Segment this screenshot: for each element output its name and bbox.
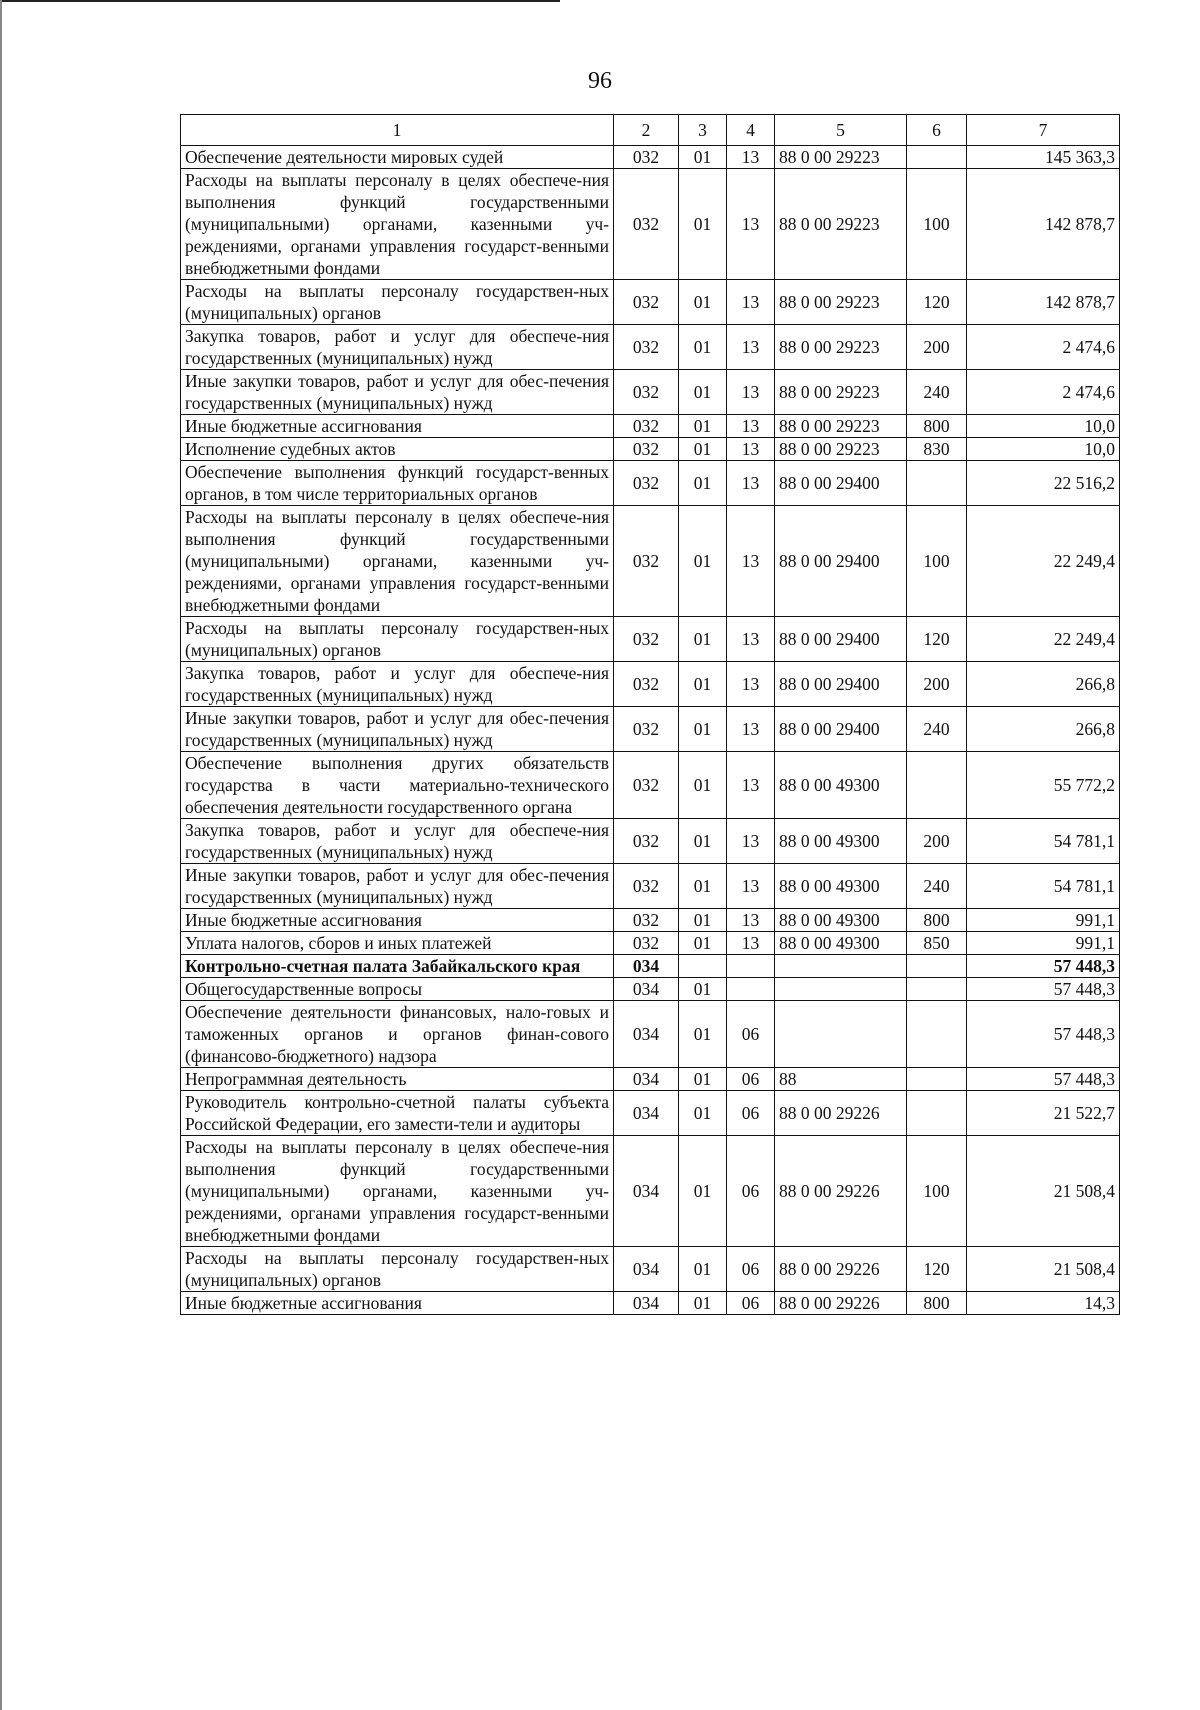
row-code-5: 88 0 00 29223 bbox=[775, 438, 907, 461]
row-code-2: 034 bbox=[614, 1136, 679, 1247]
row-name: Иные закупки товаров, работ и услуг для обес-печения государственных (муниципальных) нужд bbox=[181, 707, 614, 752]
row-amount: 991,1 bbox=[967, 909, 1120, 932]
row-amount: 991,1 bbox=[967, 932, 1120, 955]
table-row bbox=[181, 932, 1120, 955]
row-name: Контрольно-счетная палата Забайкальского края bbox=[181, 955, 614, 978]
row-code-6 bbox=[907, 1091, 967, 1136]
row-amount: 57 448,3 bbox=[967, 955, 1120, 978]
row-code-6: 240 bbox=[907, 864, 967, 909]
table-row bbox=[181, 617, 1120, 662]
row-code-4: 06 bbox=[727, 1247, 775, 1292]
row-code-2: 032 bbox=[614, 819, 679, 864]
row-code-2: 034 bbox=[614, 1292, 679, 1315]
table-row bbox=[181, 1001, 1120, 1068]
row-code-2: 032 bbox=[614, 325, 679, 370]
table-row bbox=[181, 1068, 1120, 1091]
row-code-6: 240 bbox=[907, 707, 967, 752]
row-name: Исполнение судебных актов bbox=[181, 438, 614, 461]
row-code-2: 034 bbox=[614, 1247, 679, 1292]
row-amount: 21 508,4 bbox=[967, 1247, 1120, 1292]
row-name: Непрограммная деятельность bbox=[181, 1068, 614, 1091]
row-code-2: 032 bbox=[614, 146, 679, 169]
row-amount: 54 781,1 bbox=[967, 864, 1120, 909]
row-name: Расходы на выплаты персоналу в целях обеспече-ния выполнения функций государственными (муниципальными) органами, казенными уч-реждениями, органами управления государст-венными внебюджетными фондами bbox=[181, 1136, 614, 1247]
row-code-2: 032 bbox=[614, 932, 679, 955]
row-code-4: 13 bbox=[727, 864, 775, 909]
row-code-2: 032 bbox=[614, 506, 679, 617]
row-code-3: 01 bbox=[679, 819, 727, 864]
row-code-5 bbox=[775, 1001, 907, 1068]
row-code-4: 06 bbox=[727, 1136, 775, 1247]
row-name: Расходы на выплаты персоналу государствен-ных (муниципальных) органов bbox=[181, 617, 614, 662]
table-row bbox=[181, 169, 1120, 280]
header-col-5: 5 bbox=[775, 115, 907, 146]
header-col-7: 7 bbox=[967, 115, 1120, 146]
row-amount: 2 474,6 bbox=[967, 370, 1120, 415]
table-row bbox=[181, 146, 1120, 169]
row-code-4: 13 bbox=[727, 325, 775, 370]
row-name: Иные бюджетные ассигнования bbox=[181, 1292, 614, 1315]
row-code-5: 88 0 00 29226 bbox=[775, 1136, 907, 1247]
row-code-2: 032 bbox=[614, 280, 679, 325]
row-code-6: 100 bbox=[907, 169, 967, 280]
row-code-3: 01 bbox=[679, 1136, 727, 1247]
scan-border-top bbox=[0, 0, 560, 5]
row-code-6: 830 bbox=[907, 438, 967, 461]
row-code-3: 01 bbox=[679, 1068, 727, 1091]
row-code-2: 032 bbox=[614, 617, 679, 662]
row-code-3: 01 bbox=[679, 1247, 727, 1292]
row-code-3: 01 bbox=[679, 146, 727, 169]
row-name: Расходы на выплаты персоналу государствен-ных (муниципальных) органов bbox=[181, 1247, 614, 1292]
row-code-5: 88 0 00 29223 bbox=[775, 169, 907, 280]
row-amount: 142 878,7 bbox=[967, 280, 1120, 325]
table-row bbox=[181, 461, 1120, 506]
row-code-6: 120 bbox=[907, 617, 967, 662]
row-code-4: 13 bbox=[727, 370, 775, 415]
row-code-4: 13 bbox=[727, 280, 775, 325]
row-amount: 57 448,3 bbox=[967, 1001, 1120, 1068]
row-code-2: 032 bbox=[614, 662, 679, 707]
row-code-6 bbox=[907, 461, 967, 506]
row-name: Расходы на выплаты персоналу в целях обеспече-ния выполнения функций государственными (муниципальными) органами, казенными уч-реждениями, органами управления государст-венными внебюджетными фондами bbox=[181, 169, 614, 280]
row-code-4: 13 bbox=[727, 909, 775, 932]
table-row bbox=[181, 707, 1120, 752]
table-row bbox=[181, 438, 1120, 461]
row-amount: 2 474,6 bbox=[967, 325, 1120, 370]
row-code-3: 01 bbox=[679, 707, 727, 752]
row-code-3: 01 bbox=[679, 752, 727, 819]
row-name: Руководитель контрольно-счетной палаты субъекта Российской Федерации, его замести-тели и аудиторы bbox=[181, 1091, 614, 1136]
row-amount: 142 878,7 bbox=[967, 169, 1120, 280]
row-code-5: 88 0 00 29226 bbox=[775, 1247, 907, 1292]
header-col-2: 2 bbox=[614, 115, 679, 146]
header-row bbox=[181, 115, 1120, 146]
row-code-6: 850 bbox=[907, 932, 967, 955]
row-code-6: 200 bbox=[907, 325, 967, 370]
row-code-5: 88 0 00 29223 bbox=[775, 325, 907, 370]
row-code-5: 88 bbox=[775, 1068, 907, 1091]
row-code-2: 032 bbox=[614, 370, 679, 415]
row-name: Обеспечение выполнения других обязательств государства в части материально-технического обеспечения деятельности государственного органа bbox=[181, 752, 614, 819]
row-code-6: 100 bbox=[907, 1136, 967, 1247]
row-code-2: 034 bbox=[614, 955, 679, 978]
table-row bbox=[181, 1247, 1120, 1292]
row-code-4: 06 bbox=[727, 1068, 775, 1091]
row-code-4: 13 bbox=[727, 662, 775, 707]
row-code-3 bbox=[679, 955, 727, 978]
row-code-6: 120 bbox=[907, 280, 967, 325]
header-col-1: 1 bbox=[181, 115, 614, 146]
table-row bbox=[181, 1091, 1120, 1136]
row-code-2: 032 bbox=[614, 909, 679, 932]
row-code-5: 88 0 00 29400 bbox=[775, 506, 907, 617]
row-code-3: 01 bbox=[679, 1091, 727, 1136]
row-code-4: 06 bbox=[727, 1091, 775, 1136]
row-code-4: 13 bbox=[727, 438, 775, 461]
header-col-4: 4 bbox=[727, 115, 775, 146]
row-code-5: 88 0 00 29400 bbox=[775, 662, 907, 707]
row-code-5: 88 0 00 49300 bbox=[775, 909, 907, 932]
row-code-5: 88 0 00 49300 bbox=[775, 932, 907, 955]
table-row bbox=[181, 1136, 1120, 1247]
row-code-6 bbox=[907, 752, 967, 819]
row-code-5: 88 0 00 49300 bbox=[775, 819, 907, 864]
row-code-6: 120 bbox=[907, 1247, 967, 1292]
row-code-2: 032 bbox=[614, 461, 679, 506]
table-row bbox=[181, 819, 1120, 864]
row-name: Иные бюджетные ассигнования bbox=[181, 415, 614, 438]
row-code-4: 06 bbox=[727, 1292, 775, 1315]
row-code-4 bbox=[727, 955, 775, 978]
row-amount: 266,8 bbox=[967, 662, 1120, 707]
row-code-6: 240 bbox=[907, 370, 967, 415]
row-code-5: 88 0 00 49300 bbox=[775, 864, 907, 909]
row-amount: 22 249,4 bbox=[967, 506, 1120, 617]
table-row bbox=[181, 415, 1120, 438]
row-code-3: 01 bbox=[679, 169, 727, 280]
row-name: Общегосударственные вопросы bbox=[181, 978, 614, 1001]
row-code-3: 01 bbox=[679, 978, 727, 1001]
row-code-3: 01 bbox=[679, 662, 727, 707]
row-code-3: 01 bbox=[679, 438, 727, 461]
row-code-3: 01 bbox=[679, 932, 727, 955]
row-code-3: 01 bbox=[679, 1292, 727, 1315]
row-name: Закупка товаров, работ и услуг для обеспече-ния государственных (муниципальных) нужд bbox=[181, 662, 614, 707]
row-amount: 57 448,3 bbox=[967, 978, 1120, 1001]
row-code-5 bbox=[775, 978, 907, 1001]
row-code-4: 13 bbox=[727, 506, 775, 617]
table-row bbox=[181, 864, 1120, 909]
row-code-2: 034 bbox=[614, 978, 679, 1001]
row-code-3: 01 bbox=[679, 617, 727, 662]
row-code-6 bbox=[907, 955, 967, 978]
row-code-3: 01 bbox=[679, 461, 727, 506]
row-amount: 54 781,1 bbox=[967, 819, 1120, 864]
table-row bbox=[181, 325, 1120, 370]
row-code-5: 88 0 00 29223 bbox=[775, 280, 907, 325]
table-row bbox=[181, 955, 1120, 978]
row-code-6: 800 bbox=[907, 909, 967, 932]
row-code-6: 100 bbox=[907, 506, 967, 617]
row-code-4: 13 bbox=[727, 819, 775, 864]
row-code-3: 01 bbox=[679, 506, 727, 617]
row-code-5 bbox=[775, 955, 907, 978]
table-row bbox=[181, 662, 1120, 707]
row-name: Уплата налогов, сборов и иных платежей bbox=[181, 932, 614, 955]
row-name: Расходы на выплаты персоналу государствен-ных (муниципальных) органов bbox=[181, 280, 614, 325]
row-amount: 21 508,4 bbox=[967, 1136, 1120, 1247]
row-code-4: 13 bbox=[727, 169, 775, 280]
row-code-2: 032 bbox=[614, 169, 679, 280]
table-row bbox=[181, 370, 1120, 415]
row-code-3: 01 bbox=[679, 864, 727, 909]
row-amount: 10,0 bbox=[967, 415, 1120, 438]
row-code-4: 13 bbox=[727, 461, 775, 506]
row-code-3: 01 bbox=[679, 1001, 727, 1068]
row-amount: 10,0 bbox=[967, 438, 1120, 461]
table-row bbox=[181, 752, 1120, 819]
row-code-5: 88 0 00 29400 bbox=[775, 707, 907, 752]
row-amount: 22 249,4 bbox=[967, 617, 1120, 662]
row-code-4: 13 bbox=[727, 752, 775, 819]
row-code-5: 88 0 00 49300 bbox=[775, 752, 907, 819]
row-code-2: 032 bbox=[614, 438, 679, 461]
row-code-3: 01 bbox=[679, 325, 727, 370]
row-code-4 bbox=[727, 978, 775, 1001]
row-code-6 bbox=[907, 1001, 967, 1068]
header-col-3: 3 bbox=[679, 115, 727, 146]
row-code-4: 13 bbox=[727, 617, 775, 662]
scan-border-left bbox=[0, 0, 5, 1710]
row-name: Закупка товаров, работ и услуг для обеспече-ния государственных (муниципальных) нужд bbox=[181, 819, 614, 864]
row-code-3: 01 bbox=[679, 909, 727, 932]
row-code-5: 88 0 00 29223 bbox=[775, 370, 907, 415]
row-code-3: 01 bbox=[679, 370, 727, 415]
row-code-3: 01 bbox=[679, 415, 727, 438]
row-amount: 266,8 bbox=[967, 707, 1120, 752]
row-name: Закупка товаров, работ и услуг для обеспече-ния государственных (муниципальных) нужд bbox=[181, 325, 614, 370]
row-code-5: 88 0 00 29223 bbox=[775, 146, 907, 169]
table-body bbox=[181, 146, 1120, 1315]
row-code-5: 88 0 00 29223 bbox=[775, 415, 907, 438]
row-name: Иные закупки товаров, работ и услуг для обес-печения государственных (муниципальных) нужд bbox=[181, 370, 614, 415]
row-code-5: 88 0 00 29226 bbox=[775, 1292, 907, 1315]
row-code-6 bbox=[907, 1068, 967, 1091]
header-col-6: 6 bbox=[907, 115, 967, 146]
row-amount: 14,3 bbox=[967, 1292, 1120, 1315]
row-amount: 57 448,3 bbox=[967, 1068, 1120, 1091]
row-code-4: 06 bbox=[727, 1001, 775, 1068]
row-code-6: 200 bbox=[907, 819, 967, 864]
table-row bbox=[181, 1292, 1120, 1315]
row-code-6 bbox=[907, 146, 967, 169]
row-code-5: 88 0 00 29226 bbox=[775, 1091, 907, 1136]
row-code-3: 01 bbox=[679, 280, 727, 325]
row-amount: 55 772,2 bbox=[967, 752, 1120, 819]
row-amount: 145 363,3 bbox=[967, 146, 1120, 169]
row-name: Иные бюджетные ассигнования bbox=[181, 909, 614, 932]
row-code-5: 88 0 00 29400 bbox=[775, 461, 907, 506]
table-row bbox=[181, 909, 1120, 932]
row-amount: 22 516,2 bbox=[967, 461, 1120, 506]
table-row bbox=[181, 506, 1120, 617]
row-code-4: 13 bbox=[727, 932, 775, 955]
row-code-2: 034 bbox=[614, 1068, 679, 1091]
row-code-2: 034 bbox=[614, 1091, 679, 1136]
row-name: Обеспечение деятельности мировых судей bbox=[181, 146, 614, 169]
budget-table bbox=[180, 114, 1120, 1315]
row-name: Иные закупки товаров, работ и услуг для обес-печения государственных (муниципальных) нужд bbox=[181, 864, 614, 909]
row-code-6 bbox=[907, 978, 967, 1001]
row-amount: 21 522,7 bbox=[967, 1091, 1120, 1136]
row-code-2: 032 bbox=[614, 752, 679, 819]
row-name: Обеспечение выполнения функций государст-венных органов, в том числе территориальных органов bbox=[181, 461, 614, 506]
row-code-2: 032 bbox=[614, 864, 679, 909]
row-code-6: 200 bbox=[907, 662, 967, 707]
row-code-6: 800 bbox=[907, 415, 967, 438]
row-name: Обеспечение деятельности финансовых, нало-говых и таможенных органов и органов финан-сового (финансово-бюджетного) надзора bbox=[181, 1001, 614, 1068]
table-row bbox=[181, 978, 1120, 1001]
row-code-4: 13 bbox=[727, 146, 775, 169]
row-code-4: 13 bbox=[727, 707, 775, 752]
page-number: 96 bbox=[588, 68, 612, 94]
row-code-2: 034 bbox=[614, 1001, 679, 1068]
row-code-6: 800 bbox=[907, 1292, 967, 1315]
row-code-2: 032 bbox=[614, 707, 679, 752]
row-code-4: 13 bbox=[727, 415, 775, 438]
row-code-5: 88 0 00 29400 bbox=[775, 617, 907, 662]
row-code-2: 032 bbox=[614, 415, 679, 438]
row-name: Расходы на выплаты персоналу в целях обеспече-ния выполнения функций государственными (муниципальными) органами, казенными уч-реждениями, органами управления государст-венными внебюджетными фондами bbox=[181, 506, 614, 617]
table-row bbox=[181, 280, 1120, 325]
